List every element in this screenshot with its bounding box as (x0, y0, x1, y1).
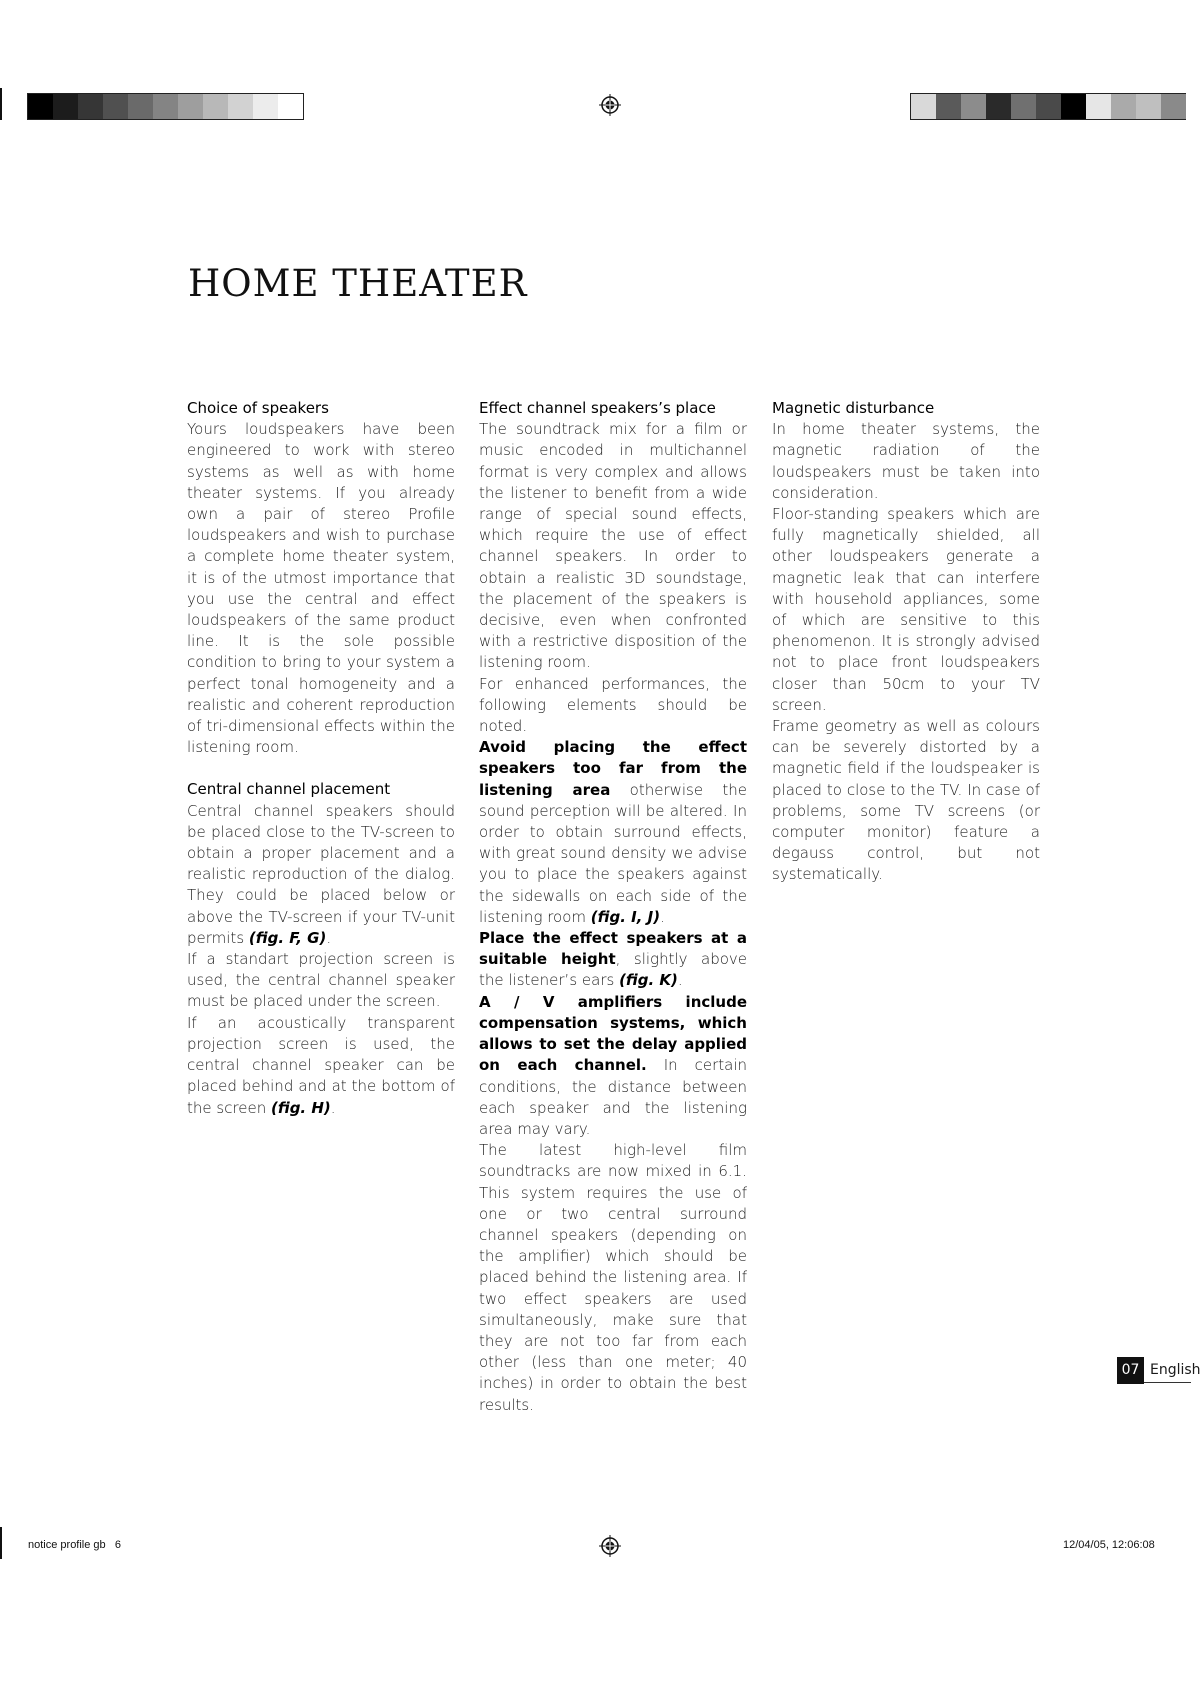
paragraph: Floor-standing speakers which are fully magnetically shielded, all other loudspeakers generate a magnetic leak that can interfere with household appliances, some of which are sensitive to this phenomenon. It is strongly advised not to place front loudspeakers closer than 50cm to your TV screen. (772, 505, 1040, 714)
color-swatch (103, 94, 128, 119)
color-swatch (936, 94, 961, 119)
registration-mark-icon (599, 94, 621, 116)
color-swatch (28, 94, 53, 119)
color-swatch (178, 94, 203, 119)
color-bar-right (910, 93, 1186, 120)
section-heading-central: Central channel placement (187, 780, 391, 799)
color-swatch (1086, 94, 1111, 119)
section-heading-magnetic: Magnetic disturbance (772, 399, 935, 417)
text: . (660, 907, 665, 926)
color-swatch (911, 94, 936, 119)
color-swatch (53, 94, 78, 119)
color-swatch (1136, 94, 1161, 119)
emphasis: A / V amplifiers include compensation systems, which allows to set the delay applied on each channel. (479, 992, 747, 1075)
color-bar-left (27, 93, 304, 120)
page-title: HOME THEATER (188, 262, 528, 305)
paragraph: If a standart projection screen is used, the central channel speaker must be placed under the screen. (187, 950, 455, 1011)
color-swatch (961, 94, 986, 119)
figure-ref: (fig. F, G) (248, 928, 327, 947)
color-swatch (1161, 94, 1186, 119)
color-swatch (228, 94, 253, 119)
registration-mark-icon (599, 1535, 621, 1557)
paragraph (479, 737, 747, 928)
color-swatch (1011, 94, 1036, 119)
emphasis: Avoid placing the effect speakers too far from the listening area (479, 738, 747, 799)
color-swatch (278, 94, 303, 119)
column-magnetic (772, 398, 1040, 886)
section-heading-effect: Effect channel speakers’s place (479, 399, 716, 417)
color-swatch (153, 94, 178, 119)
color-swatch (986, 94, 1011, 119)
color-swatch (78, 94, 103, 119)
paragraph: The soundtrack mix for a film or music encoded in multichannel format is very complex and allows the listener to benefit from a wide range of special sound effects, which require the use of effect channel speakers. In order to obtain a realistic 3D soundstage, the placement of the speakers is decisive, even when confronted with a restrictive disposition of the listening room. (479, 420, 747, 672)
figure-ref: (fig. K) (619, 971, 678, 990)
figure-ref: (fig. H) (271, 1098, 331, 1117)
color-swatch (1061, 94, 1086, 119)
paragraph (479, 928, 747, 992)
color-swatch (1111, 94, 1136, 119)
paragraph: Frame geometry as well as colours can be severely distorted by a magnetic field if the loudspeaker is placed to close to the TV. In case of problems, some TV screens (or computer monitor) feature a degauss control, but not systematically. (772, 717, 1040, 884)
color-swatch (203, 94, 228, 119)
color-swatch (1036, 94, 1061, 119)
column-choice-central (187, 398, 455, 1119)
figure-ref: (fig. I, J) (590, 907, 661, 926)
color-swatch (128, 94, 153, 119)
text: . (330, 1098, 336, 1117)
text: , slightly above the listener’s ears (479, 950, 747, 990)
footer-filename: notice profile gb 6 (28, 1539, 121, 1551)
color-swatch (253, 94, 278, 119)
text: . (326, 928, 332, 947)
paragraph: In home theater systems, the magnetic radiation of the loudspeakers must be taken into consideration. (772, 420, 1040, 502)
text: . (677, 971, 683, 990)
text: Central channel speakers should be placed close to the TV-screen to obtain a proper placement and a realistic reproduction of the dialog. They could be placed below or above the TV-screen if your TV-unit permits (187, 801, 455, 947)
text: If an acoustically transparent projection screen is used, the central channel speaker can be placed behind and at the bottom of the screen (187, 1013, 455, 1117)
paragraph (187, 801, 455, 949)
paragraph (187, 1013, 455, 1119)
section-heading-choice: Choice of speakers (187, 399, 329, 417)
paragraph (479, 992, 747, 1140)
text: In certain conditions, the distance between each speaker and the listening area may vary. (479, 1056, 747, 1138)
crop-mark (0, 88, 2, 120)
crop-mark (0, 1527, 2, 1559)
page-number: 07 (1117, 1357, 1144, 1384)
emphasis: Place the effect speakers at a suitable height (479, 929, 747, 969)
column-effect-channel (479, 398, 747, 1416)
paragraph: Yours loudspeakers have been engineered to work with stereo systems as well as with home theater systems. If you already own a pair of stereo Profile loudspeakers and wish to purchase a complete home theater system, it is of the utmost importance that you use the central and effect loudspeakers of the same product line. It is the sole possible condition to bring to your system a perfect tonal homogeneity and a realistic and coherent reproduction of tri-dimensional effects within the listening room. (187, 420, 455, 757)
footer-timestamp: 12/04/05, 12:06:08 (1063, 1539, 1155, 1551)
language-label: English (1144, 1357, 1191, 1383)
paragraph: The latest high-level film soundtracks are now mixed in 6.1. This system requires the use of one or two central surround channel speakers (depending on the amplifier) which should be placed behind the listening area. If two effect speakers are used simultaneously, make sure that they are not too far from each other (less than one meter; 40 inches) in order to obtain the best results. (479, 1141, 747, 1414)
text: otherwise the sound perception will be altered. In order to obtain surround effects, with great sound density we advise you to place the speakers against the sidewalls on each side of the listening room (479, 780, 747, 926)
paragraph: For enhanced performances, the following elements should be noted. (479, 674, 747, 736)
